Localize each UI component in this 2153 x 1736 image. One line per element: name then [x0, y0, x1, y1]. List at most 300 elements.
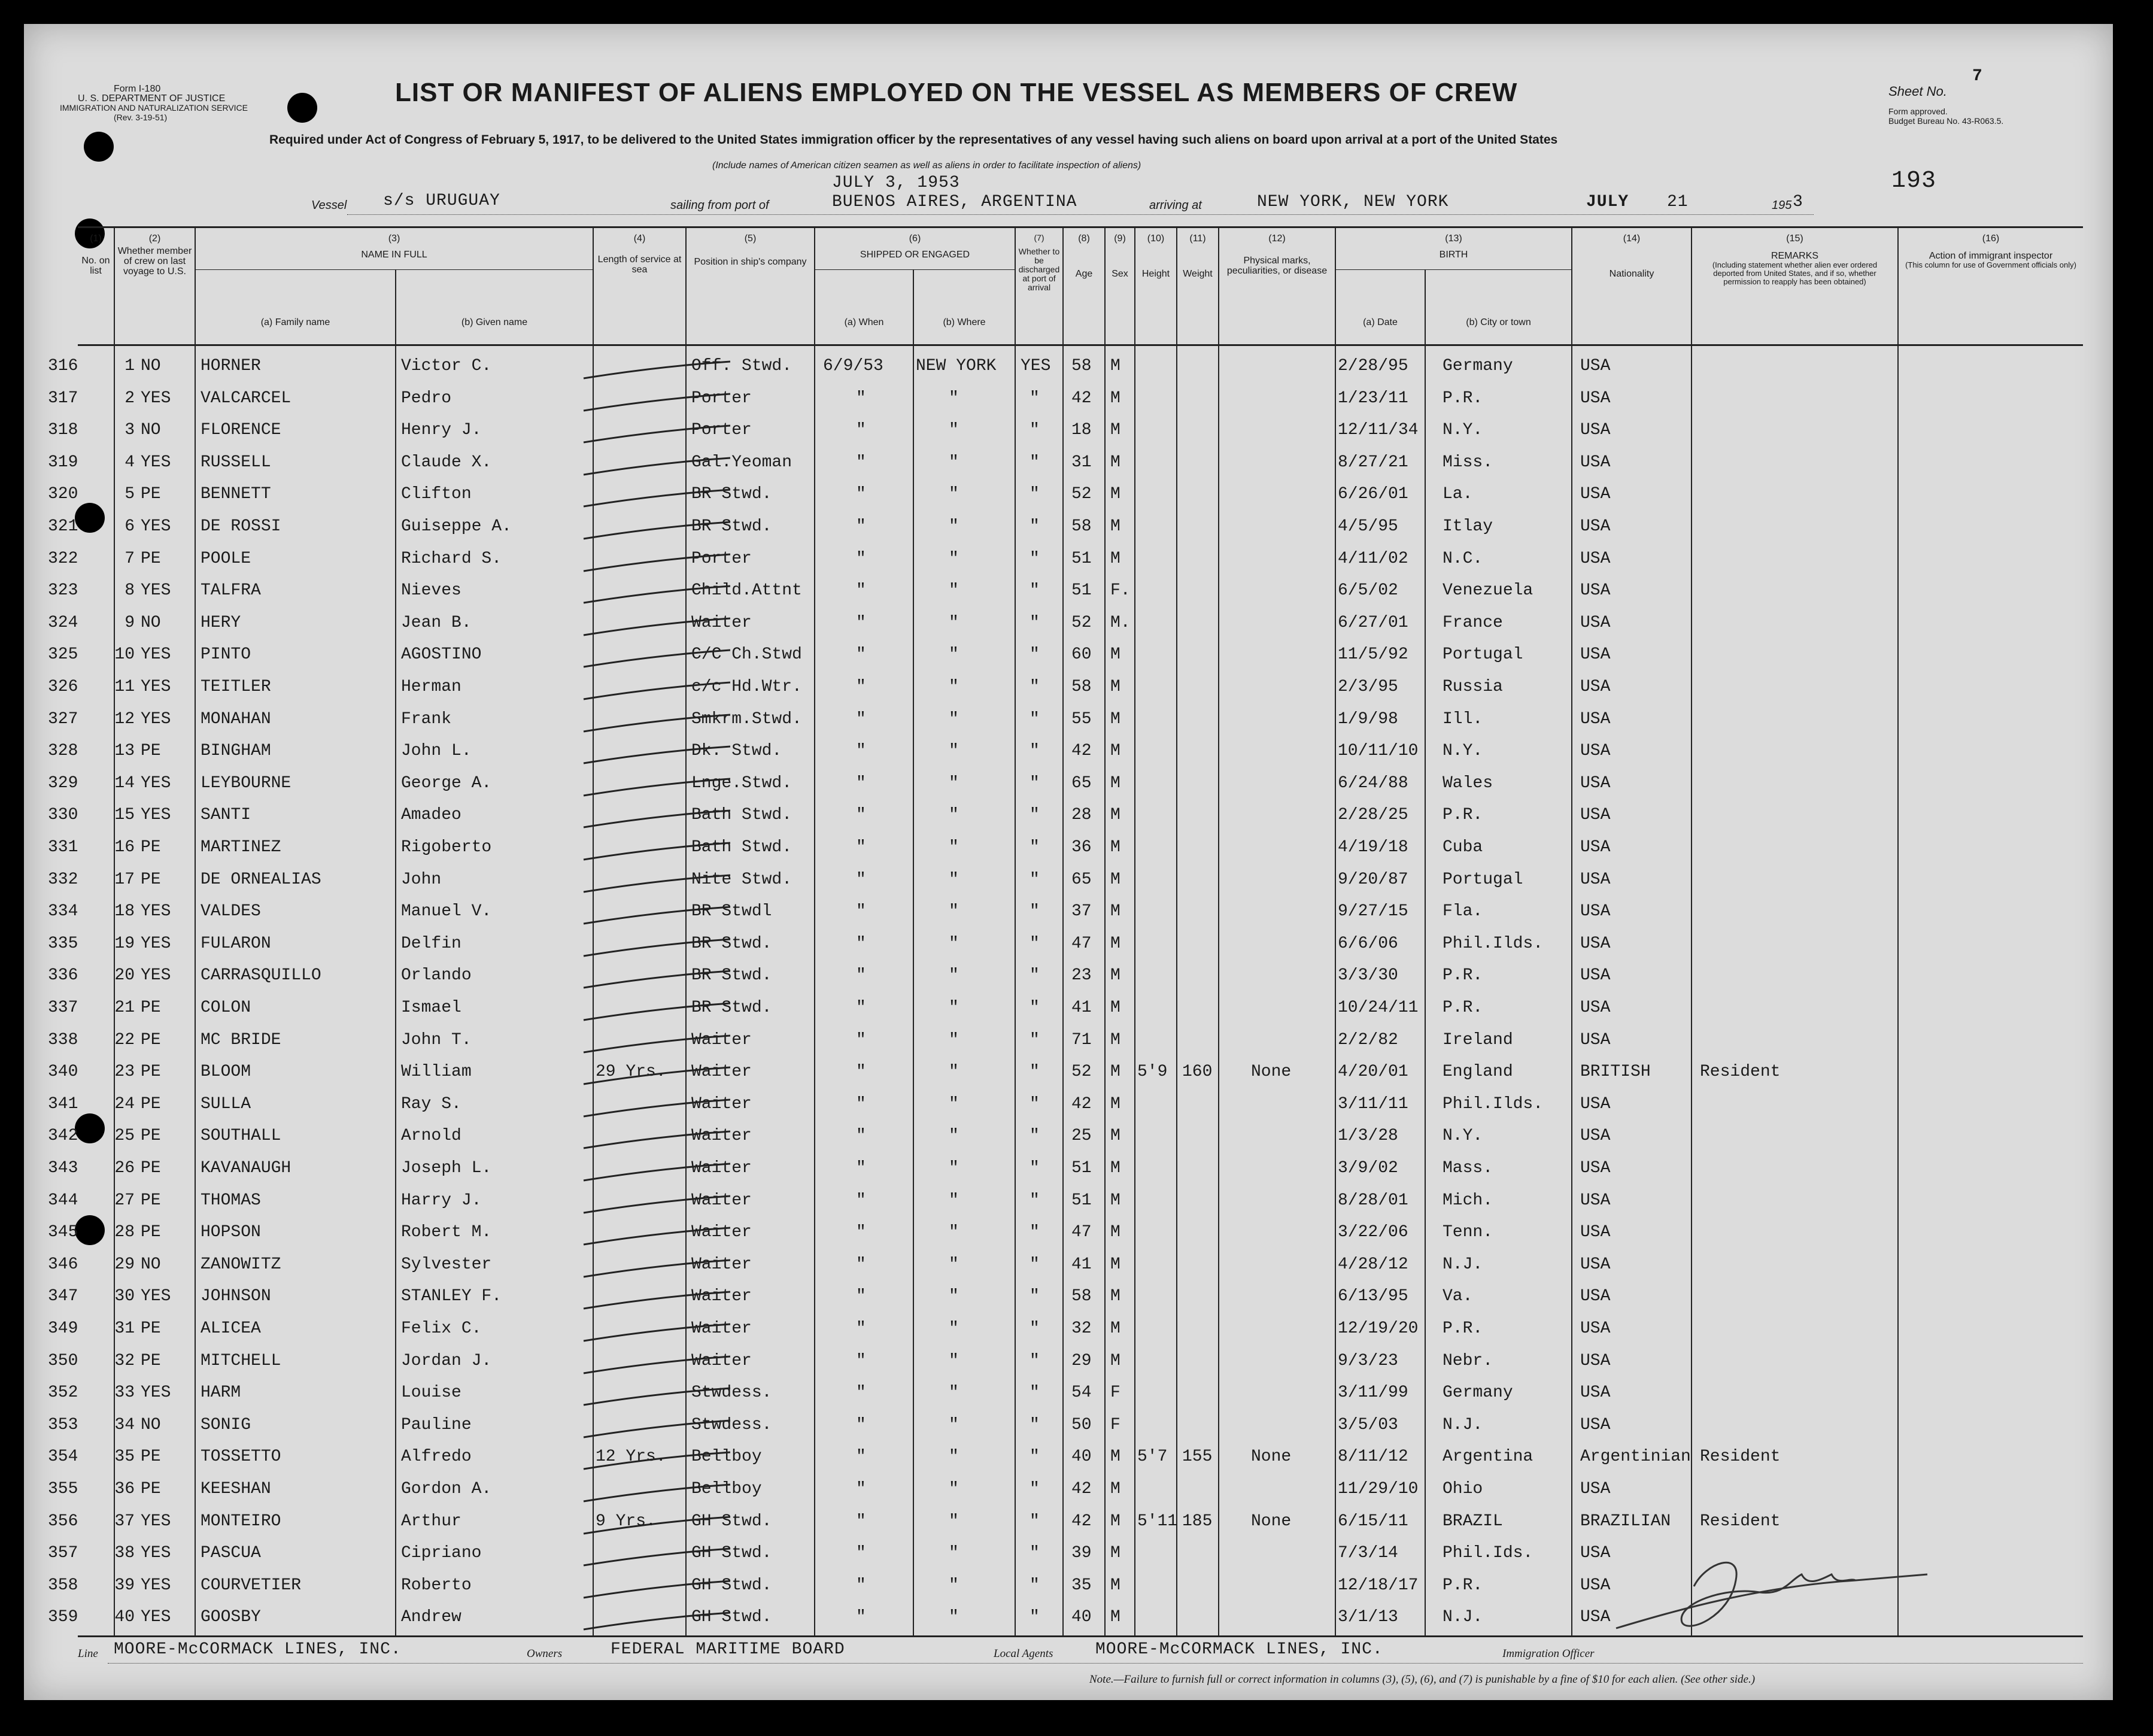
row-list-number: 11: [114, 678, 135, 696]
manifest-title: LIST OR MANIFEST OF ALIENS EMPLOYED ON THE VESSEL AS MEMBERS OF CREW: [395, 78, 1518, 107]
row-birth-date: 3/1/13: [1338, 1608, 1398, 1627]
row-given-name: Amadeo: [401, 806, 461, 825]
row-sex: M: [1110, 1512, 1120, 1531]
row-stamp-number: 342: [48, 1127, 78, 1146]
sail-date: JULY 3, 1953: [832, 174, 960, 192]
row-birth-date: 2/3/95: [1338, 678, 1398, 696]
row-birth-date: 3/11/11: [1338, 1094, 1408, 1113]
row-shipped-when: ": [856, 1255, 866, 1274]
row-age: 23: [1071, 966, 1092, 985]
row-position: Waiter: [691, 1159, 752, 1177]
row-nationality: USA: [1580, 357, 1611, 375]
row-sex: M: [1110, 1223, 1120, 1242]
row-family-name: MONTEIRO: [201, 1512, 281, 1531]
row-list-number: 8: [124, 581, 135, 600]
row-shipped-where: ": [949, 742, 959, 761]
row-birth-city: Phil.Ilds.: [1443, 934, 1544, 953]
row-stamp-number: 319: [48, 453, 78, 472]
row-age: 71: [1071, 1030, 1092, 1049]
row-given-name: Nieves: [401, 581, 461, 600]
row-given-name: Jean B.: [401, 613, 472, 632]
row-shipped-where: ": [949, 934, 959, 953]
manifest-subtitle: Required under Act of Congress of February 5, 1917, to be delivered to the United States immigration officer by the representatives of any vessel having such aliens on board upon arrival at a port of the United States: [269, 133, 1558, 147]
table-row: [24, 352, 2113, 384]
row-sex: M: [1110, 389, 1120, 408]
row-age: 41: [1071, 998, 1092, 1017]
form-approved: Form approved.: [1888, 107, 1948, 116]
row-nationality: USA: [1580, 1127, 1611, 1146]
row-birth-date: 8/28/01: [1338, 1191, 1408, 1210]
table-row: [24, 609, 2113, 641]
row-shipped-where: ": [949, 709, 959, 729]
col6a-header: (a) When: [844, 317, 884, 327]
row-nationality: USA: [1580, 1191, 1611, 1210]
row-family-name: PASCUA: [201, 1544, 261, 1563]
row-last-voyage: NO: [141, 357, 161, 375]
row-position: C/C Ch.Stwd: [691, 645, 802, 664]
row-age: 42: [1071, 1094, 1092, 1113]
row-list-number: 28: [114, 1223, 135, 1242]
row-last-voyage: PE: [141, 1447, 161, 1467]
row-position: Waiter: [691, 1127, 752, 1146]
row-given-name: Pauline: [401, 1415, 472, 1434]
row-position: Bath Stwd.: [691, 806, 792, 825]
row-shipped-when: ": [856, 1191, 866, 1210]
punch-hole: [287, 93, 317, 123]
row-position: BR Stwd.: [691, 966, 772, 985]
row-position: BR Stwd.: [691, 517, 772, 536]
row-discharged: ": [1030, 453, 1040, 472]
row-family-name: HORNER: [201, 357, 261, 375]
row-list-number: 13: [114, 742, 135, 761]
row-given-name: Gordon A.: [401, 1480, 492, 1498]
sailing-label: sailing from port of: [670, 199, 769, 212]
pencil-check-mark: [581, 1130, 736, 1154]
row-sex: M: [1110, 998, 1120, 1017]
row-stamp-number: 332: [48, 870, 78, 889]
table-row: [24, 1347, 2113, 1379]
row-age: 40: [1071, 1447, 1092, 1467]
row-birth-city: Venezuela: [1443, 581, 1533, 600]
row-discharged: ": [1030, 1287, 1040, 1306]
row-birth-city: Wales: [1443, 773, 1493, 793]
row-birth-date: 11/29/10: [1338, 1480, 1419, 1498]
row-discharged: ": [1030, 581, 1040, 600]
row-last-voyage: YES: [141, 773, 171, 793]
row-sex: M: [1110, 453, 1120, 472]
row-family-name: VALCARCEL: [201, 389, 291, 408]
row-shipped-where: ": [949, 1030, 959, 1049]
row-given-name: Rigoberto: [401, 838, 492, 857]
row-family-name: FULARON: [201, 934, 271, 953]
row-list-number: 16: [114, 838, 135, 857]
table-row: [24, 737, 2113, 769]
row-shipped-where: ": [949, 645, 959, 664]
pencil-check-mark: [581, 649, 736, 673]
row-list-number: 40: [114, 1608, 135, 1627]
pencil-check-mark: [581, 393, 736, 417]
col13-header: (13) BIRTH: [1439, 233, 1468, 260]
row-last-voyage: YES: [141, 389, 171, 408]
row-birth-date: 9/3/23: [1338, 1351, 1398, 1370]
row-birth-date: 12/19/20: [1338, 1319, 1419, 1338]
row-stamp-number: 335: [48, 934, 78, 953]
row-family-name: COLON: [201, 998, 251, 1017]
row-stamp-number: 338: [48, 1030, 78, 1049]
row-birth-date: 12/11/34: [1338, 421, 1419, 440]
table-row: [24, 641, 2113, 673]
col13b-header: (b) City or town: [1466, 317, 1531, 327]
row-age: 51: [1071, 549, 1092, 568]
row-sex: M: [1110, 1480, 1120, 1498]
row-list-number: 1: [124, 357, 135, 375]
row-sex: M: [1110, 870, 1120, 889]
row-birth-date: 10/11/10: [1338, 742, 1419, 761]
row-discharged: YES: [1021, 357, 1051, 375]
row-age: 55: [1071, 709, 1092, 729]
row-stamp-number: 341: [48, 1094, 78, 1113]
row-given-name: Herman: [401, 678, 461, 696]
row-shipped-where: ": [949, 1415, 959, 1434]
row-last-voyage: YES: [141, 709, 171, 729]
row-list-number: 25: [114, 1127, 135, 1146]
table-row: [24, 833, 2113, 866]
row-age: 58: [1071, 678, 1092, 696]
row-shipped-when: ": [856, 389, 866, 408]
row-shipped-where: ": [949, 1191, 959, 1210]
row-sex: M: [1110, 357, 1120, 375]
pencil-check-mark: [581, 906, 736, 930]
row-birth-date: 1/3/28: [1338, 1127, 1398, 1146]
row-nationality: USA: [1580, 1480, 1611, 1498]
row-discharged: ": [1030, 517, 1040, 536]
row-given-name: Frank: [401, 709, 452, 729]
row-age: 54: [1071, 1383, 1092, 1403]
row-discharged: ": [1030, 1447, 1040, 1467]
table-row: [24, 480, 2113, 512]
row-discharged: ": [1030, 1063, 1040, 1082]
row-family-name: RUSSELL: [201, 453, 271, 472]
inspector-signature: [1604, 1538, 1939, 1646]
row-stamp-number: 337: [48, 998, 78, 1017]
col8-header: (8) Age: [1075, 233, 1093, 279]
row-position: BR Stwdl: [691, 902, 772, 921]
row-list-number: 20: [114, 966, 135, 985]
row-stamp-number: 349: [48, 1319, 78, 1338]
row-birth-date: 6/5/02: [1338, 581, 1398, 600]
row-height: 5'11: [1137, 1512, 1178, 1531]
col4-header: (4) Length of service at sea: [597, 233, 682, 275]
form-service: IMMIGRATION AND NATURALIZATION SERVICE: [60, 103, 248, 113]
row-shipped-when: ": [856, 1512, 866, 1531]
row-birth-date: 6/27/01: [1338, 613, 1408, 632]
row-given-name: Arthur: [401, 1512, 461, 1531]
row-nationality: USA: [1580, 1094, 1611, 1113]
row-discharged: ": [1030, 1576, 1040, 1595]
row-stamp-number: 320: [48, 485, 78, 504]
row-discharged: ": [1030, 421, 1040, 440]
pencil-check-mark: [581, 778, 736, 802]
row-last-voyage: PE: [141, 1191, 161, 1210]
table-row: [24, 1507, 2113, 1540]
row-sex: M: [1110, 1191, 1120, 1210]
row-family-name: KAVANAUGH: [201, 1159, 291, 1177]
row-family-name: PINTO: [201, 645, 251, 664]
row-nationality: USA: [1580, 421, 1611, 440]
row-discharged: ": [1030, 998, 1040, 1017]
row-sex: F: [1110, 1415, 1120, 1434]
row-last-voyage: YES: [141, 453, 171, 472]
row-birth-date: 6/24/88: [1338, 773, 1408, 793]
row-nationality: USA: [1580, 709, 1611, 729]
row-family-name: TEITLER: [201, 678, 271, 696]
pencil-check-mark: [581, 1002, 736, 1026]
row-discharged: ": [1030, 1159, 1040, 1177]
arrive-month: JULY: [1586, 193, 1629, 211]
row-stamp-number: 321: [48, 517, 78, 536]
row-last-voyage: PE: [141, 742, 161, 761]
row-stamp-number: 331: [48, 838, 78, 857]
row-nationality: USA: [1580, 1576, 1611, 1595]
row-height: 5'9: [1137, 1063, 1168, 1082]
row-birth-date: 4/5/95: [1338, 517, 1398, 536]
row-shipped-where: ": [949, 1480, 959, 1498]
row-discharged: ": [1030, 1094, 1040, 1113]
row-position: Waiter: [691, 1287, 752, 1306]
row-given-name: Sylvester: [401, 1255, 492, 1274]
row-position: Nite Stwd.: [691, 870, 792, 889]
row-last-voyage: YES: [141, 1544, 171, 1563]
row-birth-city: N.Y.: [1443, 421, 1483, 440]
table-row: [24, 416, 2113, 448]
row-stamp-number: 343: [48, 1159, 78, 1177]
sub-rule: [814, 269, 1015, 270]
row-list-number: 35: [114, 1447, 135, 1467]
row-age: 29: [1071, 1351, 1092, 1370]
pencil-check-mark: [581, 488, 736, 512]
row-age: 58: [1071, 1287, 1092, 1306]
row-given-name: Ismael: [401, 998, 461, 1017]
col5-header: (5) Position in ship's company: [694, 233, 807, 267]
row-last-voyage: PE: [141, 549, 161, 568]
row-given-name: John T.: [401, 1030, 472, 1049]
row-discharged: ": [1030, 1415, 1040, 1434]
row-birth-city: N.Y.: [1443, 1127, 1483, 1146]
row-position: Child.Attnt: [691, 581, 802, 600]
row-list-number: 38: [114, 1544, 135, 1563]
row-sex: M: [1110, 806, 1120, 825]
form-revision: (Rev. 3-19-51): [114, 113, 168, 122]
row-shipped-when: ": [856, 709, 866, 729]
table-row: [24, 1026, 2113, 1058]
row-shipped-where: ": [949, 1287, 959, 1306]
pencil-check-mark: [581, 970, 736, 994]
row-stamp-number: 325: [48, 645, 78, 664]
row-shipped-where: ": [949, 453, 959, 472]
row-sex: M: [1110, 549, 1120, 568]
row-shipped-when: ": [856, 645, 866, 664]
year-suffix: 3: [1793, 193, 1803, 211]
row-nationality: USA: [1580, 581, 1611, 600]
row-position: Smkrm.Stwd.: [691, 709, 802, 729]
row-position: Waiter: [691, 1255, 752, 1274]
row-birth-city: England: [1443, 1063, 1513, 1082]
row-nationality: USA: [1580, 1159, 1611, 1177]
pencil-check-mark: [581, 553, 736, 577]
row-birth-city: Portugal: [1443, 870, 1523, 889]
row-physical-marks: None: [1251, 1447, 1292, 1467]
row-sex: M: [1110, 1030, 1120, 1049]
row-shipped-when: ": [856, 806, 866, 825]
row-shipped-when: ": [856, 485, 866, 504]
row-family-name: KEESHAN: [201, 1480, 271, 1498]
table-row: [24, 1282, 2113, 1315]
row-nationality: USA: [1580, 453, 1611, 472]
row-last-voyage: PE: [141, 1063, 161, 1082]
row-sex: M: [1110, 485, 1120, 504]
row-discharged: ": [1030, 773, 1040, 793]
row-shipped-when: ": [856, 966, 866, 985]
row-stamp-number: 355: [48, 1480, 78, 1498]
row-sex: M: [1110, 645, 1120, 664]
pencil-check-mark: [581, 1227, 736, 1251]
row-discharged: ": [1030, 1030, 1040, 1049]
row-shipped-where: ": [949, 485, 959, 504]
row-birth-date: 8/11/12: [1338, 1447, 1408, 1467]
row-family-name: HOPSON: [201, 1223, 261, 1242]
row-list-number: 15: [114, 806, 135, 825]
row-discharged: ": [1030, 1512, 1040, 1531]
row-shipped-where: ": [949, 421, 959, 440]
row-sex: M: [1110, 1544, 1120, 1563]
row-given-name: William: [401, 1063, 472, 1082]
row-position: Waiter: [691, 1191, 752, 1210]
row-shipped-where: ": [949, 1383, 959, 1403]
row-shipped-when: ": [856, 1319, 866, 1338]
row-list-number: 34: [114, 1415, 135, 1434]
row-last-voyage: PE: [141, 1351, 161, 1370]
col3a-header: (a) Family name: [260, 317, 330, 327]
row-last-voyage: YES: [141, 1608, 171, 1627]
row-shipped-where: ": [949, 902, 959, 921]
col2-header: (2) Whether member of crew on last voyage to U.S.: [117, 233, 192, 277]
row-shipped-where: ": [949, 1608, 959, 1627]
row-shipped-where: ": [949, 517, 959, 536]
row-given-name: Louise: [401, 1383, 461, 1403]
table-row: [24, 705, 2113, 738]
row-shipped-when: 6/9/53: [823, 357, 883, 375]
row-shipped-when: ": [856, 1127, 866, 1146]
row-shipped-where: ": [949, 1351, 959, 1370]
row-shipped-when: ": [856, 453, 866, 472]
row-family-name: SANTI: [201, 806, 251, 825]
row-nationality: USA: [1580, 1415, 1611, 1434]
row-discharged: ": [1030, 1319, 1040, 1338]
col10-header: (10) Height: [1141, 233, 1170, 279]
row-shipped-where: ": [949, 1319, 959, 1338]
row-age: 32: [1071, 1319, 1092, 1338]
row-sex: M: [1110, 1576, 1120, 1595]
row-sex: M: [1110, 421, 1120, 440]
row-age: 42: [1071, 742, 1092, 761]
row-nationality: USA: [1580, 1383, 1611, 1403]
row-birth-date: 4/11/02: [1338, 549, 1408, 568]
row-birth-city: Itlay: [1443, 517, 1493, 536]
row-list-number: 6: [124, 517, 135, 536]
row-nationality: USA: [1580, 1351, 1611, 1370]
row-nationality: USA: [1580, 966, 1611, 985]
row-nationality: Argentinian: [1580, 1447, 1691, 1467]
row-given-name: STANLEY F.: [401, 1287, 502, 1306]
sub-rule: [1335, 269, 1571, 270]
row-position: Porter: [691, 549, 752, 568]
row-nationality: USA: [1580, 742, 1611, 761]
footer-underline: [108, 1663, 2083, 1664]
row-list-number: 18: [114, 902, 135, 921]
table-row: [24, 1475, 2113, 1507]
row-list-number: 27: [114, 1191, 135, 1210]
row-birth-date: 6/6/06: [1338, 934, 1398, 953]
row-shipped-where: ": [949, 806, 959, 825]
row-remarks: Resident: [1700, 1447, 1781, 1467]
row-discharged: ": [1030, 485, 1040, 504]
row-position: Porter: [691, 389, 752, 408]
row-sex: M: [1110, 1063, 1120, 1082]
row-birth-city: Cuba: [1443, 838, 1483, 857]
row-age: 65: [1071, 870, 1092, 889]
row-discharged: ": [1030, 1608, 1040, 1627]
row-last-voyage: NO: [141, 1415, 161, 1434]
row-list-number: 14: [114, 773, 135, 793]
row-given-name: Pedro: [401, 389, 452, 408]
row-physical-marks: None: [1251, 1063, 1292, 1082]
vessel-label: Vessel: [311, 199, 347, 212]
row-age: 65: [1071, 773, 1092, 793]
pencil-check-mark: [581, 585, 736, 609]
row-discharged: ": [1030, 1191, 1040, 1210]
pencil-check-mark: [581, 1323, 736, 1347]
table-row: [24, 1218, 2113, 1251]
vessel-name: s/s URUGUAY: [383, 192, 500, 210]
row-shipped-where: ": [949, 1063, 959, 1082]
row-given-name: Alfredo: [401, 1447, 472, 1467]
row-shipped-where: ": [949, 998, 959, 1017]
row-birth-city: P.R.: [1443, 389, 1483, 408]
row-stamp-number: 356: [48, 1512, 78, 1531]
row-given-name: Joseph L.: [401, 1159, 492, 1177]
row-weight: 155: [1182, 1447, 1213, 1467]
row-shipped-where: ": [949, 1447, 959, 1467]
row-list-number: 23: [114, 1063, 135, 1082]
row-age: 42: [1071, 1512, 1092, 1531]
row-remarks: Resident: [1700, 1063, 1781, 1082]
row-shipped-when: ": [856, 870, 866, 889]
row-birth-date: 3/11/99: [1338, 1383, 1408, 1403]
row-shipped-where: ": [949, 613, 959, 632]
row-family-name: MONAHAN: [201, 709, 271, 729]
row-position: Gal.Yeoman: [691, 453, 792, 472]
row-list-number: 37: [114, 1512, 135, 1531]
row-given-name: John: [401, 870, 442, 889]
row-nationality: USA: [1580, 1030, 1611, 1049]
row-age: 51: [1071, 581, 1092, 600]
sub-rule: [195, 269, 593, 270]
row-birth-city: P.R.: [1443, 966, 1483, 985]
col3b-header: (b) Given name: [461, 317, 528, 327]
row-birth-city: Miss.: [1443, 453, 1493, 472]
row-last-voyage: PE: [141, 1223, 161, 1242]
row-nationality: USA: [1580, 1287, 1611, 1306]
